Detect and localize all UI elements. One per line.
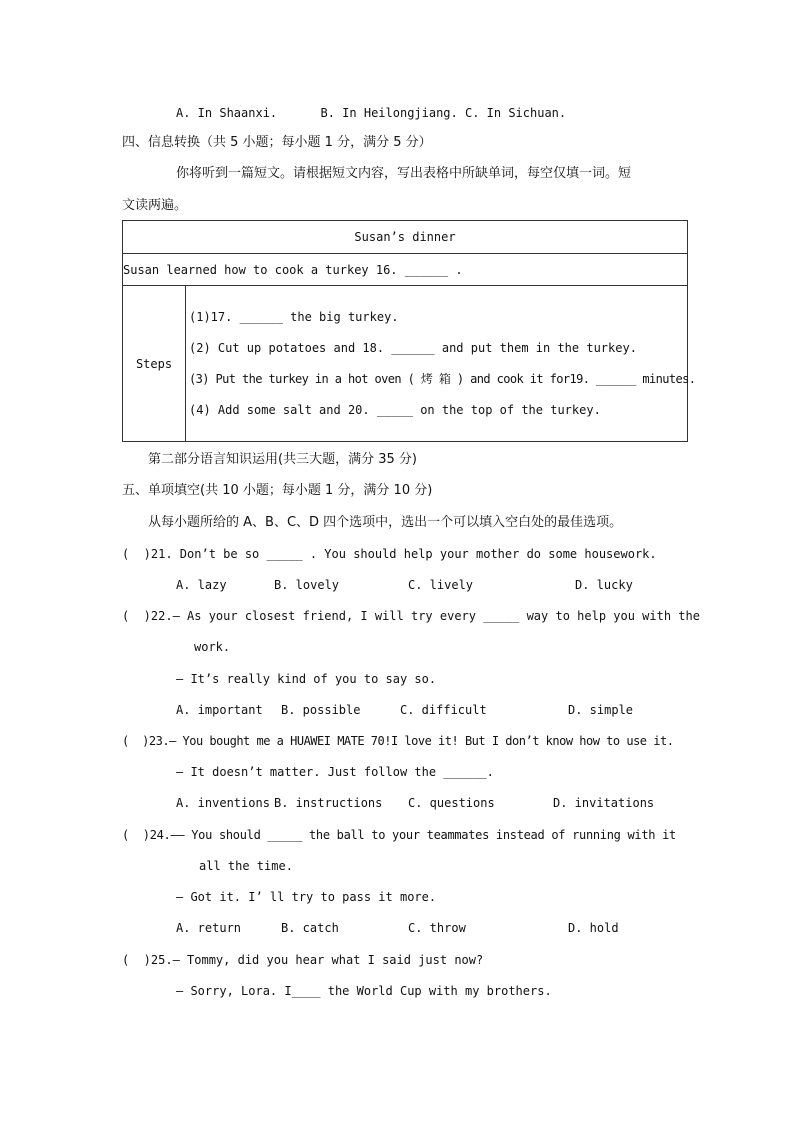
question-23-stem: ( )23.— You bought me a HUAWEI MATE 70!I love it! But I don’t know how to use it. xyxy=(122,734,674,748)
steps-label: Steps xyxy=(123,286,186,442)
section-4-instruction: 你将听到一篇短文。请根据短文内容，写出表格中所缺单词，每空仅填一词。短 xyxy=(176,166,632,181)
section-4-instruction-cont: 文读两遍。 xyxy=(122,198,188,213)
step-4: (4) Add some salt and 20. _____ on the top of the turkey. xyxy=(189,403,601,417)
step-2: (2) Cut up potatoes and 18. ______ and put them in the turkey. xyxy=(189,341,637,355)
q21-option-a: A. lazy xyxy=(176,578,227,592)
q23-option-a: A. inventions xyxy=(176,796,270,810)
table-title: Susan’s dinner xyxy=(123,221,688,254)
q22-option-b: B. possible xyxy=(281,703,361,717)
q24-option-d: D. hold xyxy=(568,921,619,935)
question-24-reply: — Got it. I’ ll try to pass it more. xyxy=(176,890,437,904)
q23-option-d: D. invitations xyxy=(553,796,655,810)
q24-option-c: C. throw xyxy=(408,921,466,935)
question-25-reply: — Sorry, Lora. I____ the World Cup with my brothers. xyxy=(176,984,552,998)
question-22-stem-cont: work. xyxy=(194,640,231,654)
question-21-stem: ( )21. Don’t be so _____ . You should help your mother do some housework. xyxy=(122,547,657,561)
table-purpose-row: Susan learned how to cook a turkey 16. ______ . xyxy=(123,254,688,286)
question-23-reply: — It doesn’t matter. Just follow the ______. xyxy=(176,765,494,779)
section-5-heading: 五、单项填空(共 10 小题；每小题 1 分，满分 10 分) xyxy=(122,483,433,498)
previous-question-options: A. In Shaanxi. B. In Heilongjiang. C. In Sichuan. xyxy=(176,106,567,120)
section-5-instruction: 从每小题所给的 A、B、C、D 四个选项中，选出一个可以填入空白处的最佳选项。 xyxy=(148,515,623,530)
section-4-heading: 四、信息转换（共 5 小题；每小题 1 分，满分 5 分） xyxy=(122,135,432,150)
step-1: (1)17. ______ the big turkey. xyxy=(189,310,399,324)
q22-option-c: C. difficult xyxy=(400,703,487,717)
question-24-stem-cont: all the time. xyxy=(199,859,293,873)
q22-option-d: D. simple xyxy=(568,703,634,717)
info-transfer-table xyxy=(122,220,696,442)
q21-option-c: C. lively xyxy=(408,578,474,592)
question-25-stem: ( )25.— Tommy, did you hear what I said just now? xyxy=(122,953,484,967)
question-24-stem: ( )24.—— You should _____ the ball to your teammates instead of running with it xyxy=(122,828,676,842)
q21-option-d: D. lucky xyxy=(575,578,633,592)
q23-option-c: C. questions xyxy=(408,796,495,810)
question-22-stem: ( )22.— As your closest friend, I will try every _____ way to help you with the xyxy=(122,609,700,623)
q24-option-b: B. catch xyxy=(281,921,339,935)
question-22-reply: — It’s really kind of you to say so. xyxy=(176,672,437,686)
q22-option-a: A. important xyxy=(176,703,263,717)
steps-cell xyxy=(186,286,696,442)
q24-option-a: A. return xyxy=(176,921,242,935)
part-2-heading: 第二部分语言知识运用(共三大题，满分 35 分) xyxy=(148,452,417,467)
step-3: (3) Put the turkey in a hot oven ( 烤 箱 ) and cook it for19. ______ minutes. xyxy=(189,372,696,386)
q23-option-b: B. instructions xyxy=(274,796,383,810)
q21-option-b: B. lovely xyxy=(274,578,340,592)
